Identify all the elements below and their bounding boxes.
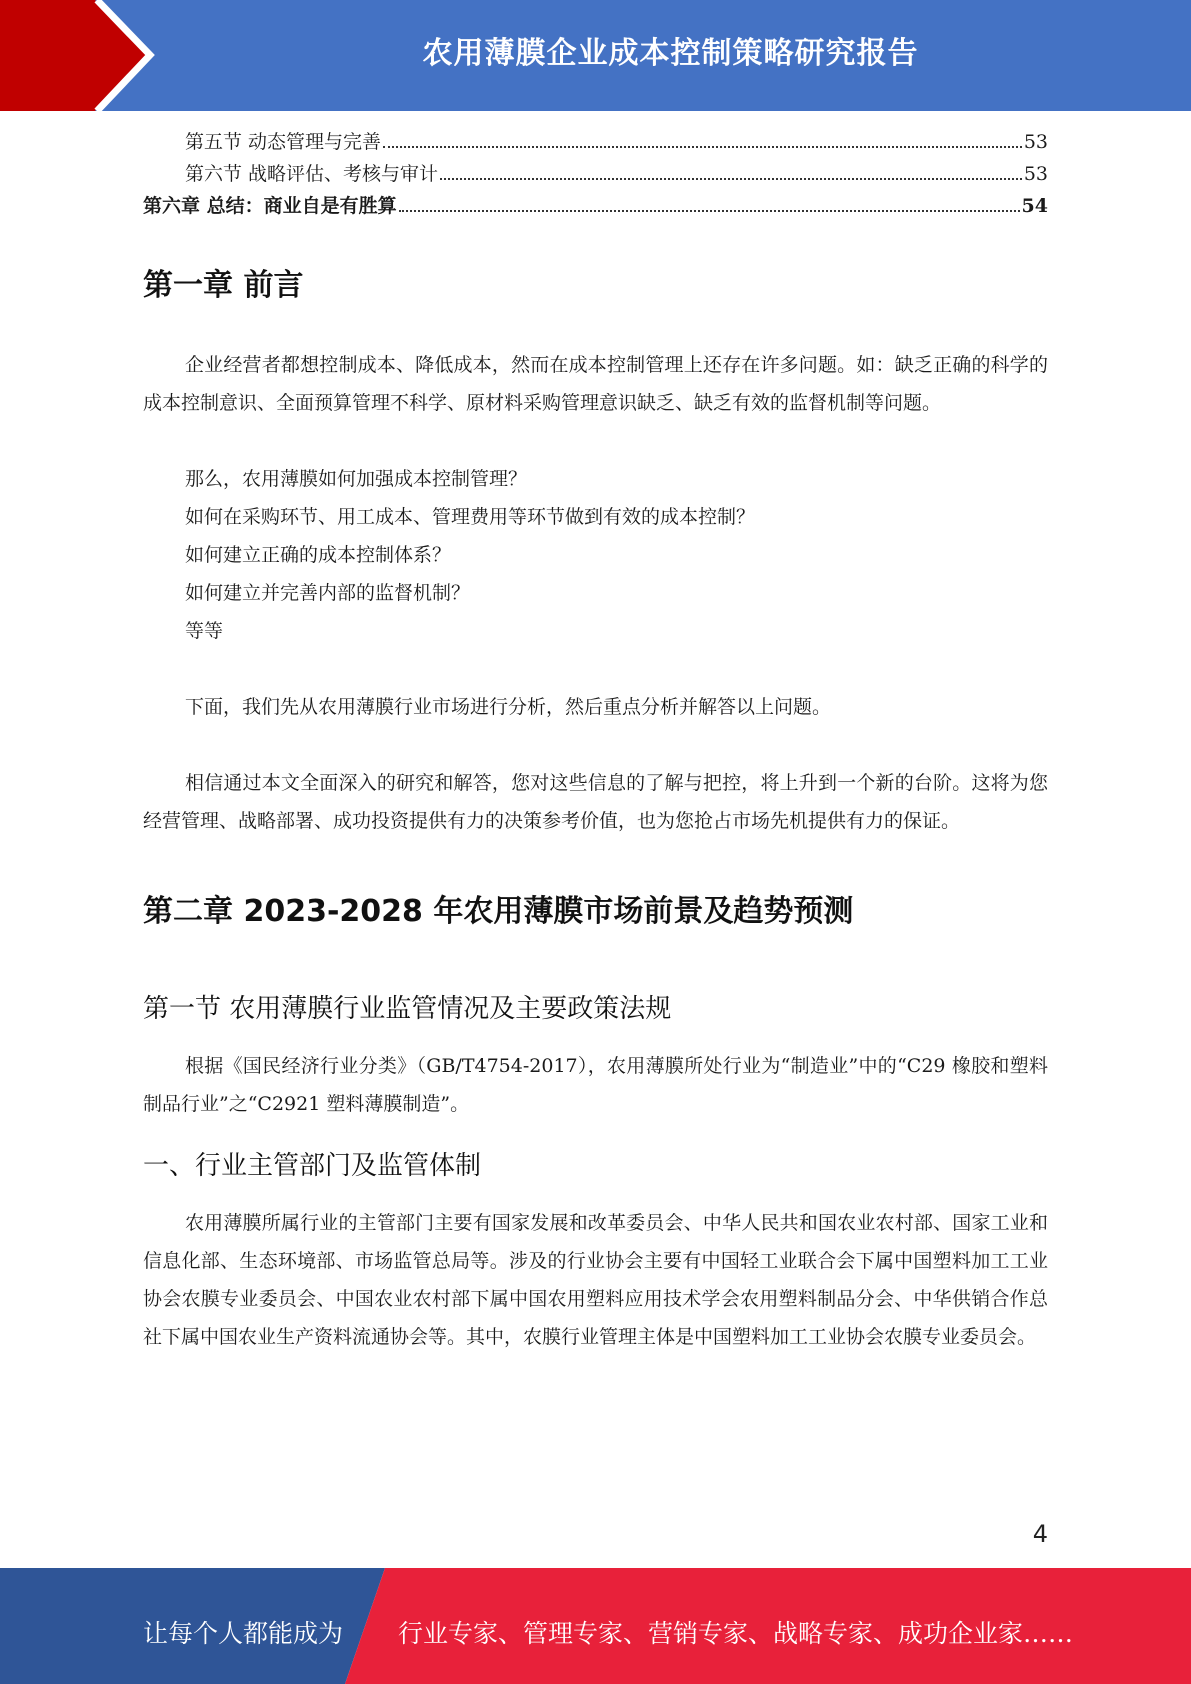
toc-leader-dots bbox=[399, 210, 1020, 212]
header-band bbox=[0, 0, 1191, 111]
toc-entry-chapter-6[interactable] bbox=[143, 190, 1048, 222]
question-list bbox=[143, 460, 1048, 650]
footer-slogan-right: 行业专家、管理专家、营销专家、战略专家、成功企业家…… bbox=[398, 1619, 1074, 1648]
toc-entry-page: 53 bbox=[1023, 131, 1048, 153]
section-1-paragraph: 根据《国民经济行业分类》（GB/T4754-2017），农用薄膜所处行业为“制造业”中的“C29 橡胶和塑料制品行业”之“C2921 塑料薄膜制造”。 bbox=[143, 1055, 1048, 1115]
toc-leader-dots bbox=[383, 146, 1022, 148]
toc-entry-label: 第六章 总结：商业自是有胜算 bbox=[143, 195, 397, 217]
report-title: 农用薄膜企业成本控制策略研究报告 bbox=[422, 36, 919, 71]
toc-entry-section-5[interactable] bbox=[143, 126, 1048, 158]
page-body bbox=[143, 126, 1048, 1356]
toc-leader-dots bbox=[440, 178, 1022, 180]
toc-entry-section-6[interactable] bbox=[143, 158, 1048, 190]
chapter-1-paragraph-1: 企业经营者都想控制成本、降低成本，然而在成本控制管理上还存在许多问题。如：缺乏正确的科学的成本控制意识、全面预算管理不科学、原材料采购管理意识缺乏、缺乏有效的监督机制等问题。 bbox=[143, 354, 1048, 414]
chapter-1-paragraph-3: 相信通过本文全面深入的研究和解答，您对这些信息的了解与把控，将上升到一个新的台阶。这将为您经营管理、战略部署、成功投资提供有力的决策参考价值，也为您抢占市场先机提供有力的保证。 bbox=[143, 772, 1048, 832]
question-item: 如何在采购环节、用工成本、管理费用等环节做到有效的成本控制？ bbox=[185, 506, 756, 528]
question-item: 等等 bbox=[185, 620, 224, 642]
question-item: 如何建立并完善内部的监督机制？ bbox=[185, 582, 471, 604]
subsection-1-heading: 一、行业主管部门及监管体制 bbox=[143, 1151, 482, 1181]
question-item: 如何建立正确的成本控制体系？ bbox=[185, 544, 452, 566]
section-1-heading: 第一节 农用薄膜行业监管情况及主要政策法规 bbox=[143, 994, 672, 1024]
footer-slogan-left: 让每个人都能成为 bbox=[143, 1619, 344, 1648]
footer-band bbox=[0, 1568, 1191, 1684]
toc-entry-page: 53 bbox=[1023, 163, 1048, 185]
toc-entry-label: 第五节 动态管理与完善 bbox=[185, 131, 382, 153]
toc-entry-label: 第六节 战略评估、考核与审计 bbox=[185, 163, 439, 185]
chapter-1-heading: 第一章 前言 bbox=[143, 268, 304, 303]
page-number: 4 bbox=[1032, 1520, 1048, 1548]
toc-entry-page: 54 bbox=[1021, 195, 1048, 217]
subsection-1-paragraph: 农用薄膜所属行业的主管部门主要有国家发展和改革委员会、中华人民共和国农业农村部、国家工业和信息化部、生态环境部、市场监管总局等。涉及的行业协会主要有中国轻工业联合会下属中国塑料加工工业协会农膜专业委员会、中国农业农村部下属中国农用塑料应用技术学会农用塑料制品分会、中华供销合作总社下属中国农业生产资料流通协会等。其中，农膜行业管理主体是中国塑料加工工业协会农膜专业委员会。 bbox=[143, 1212, 1048, 1348]
table-of-contents bbox=[143, 126, 1048, 222]
question-item: 那么，农用薄膜如何加强成本控制管理？ bbox=[185, 468, 528, 490]
chapter-1-paragraph-2: 下面，我们先从农用薄膜行业市场进行分析，然后重点分析并解答以上问题。 bbox=[185, 696, 832, 718]
chapter-2-heading: 第二章 2023-2028 年农用薄膜市场前景及趋势预测 bbox=[143, 894, 854, 929]
